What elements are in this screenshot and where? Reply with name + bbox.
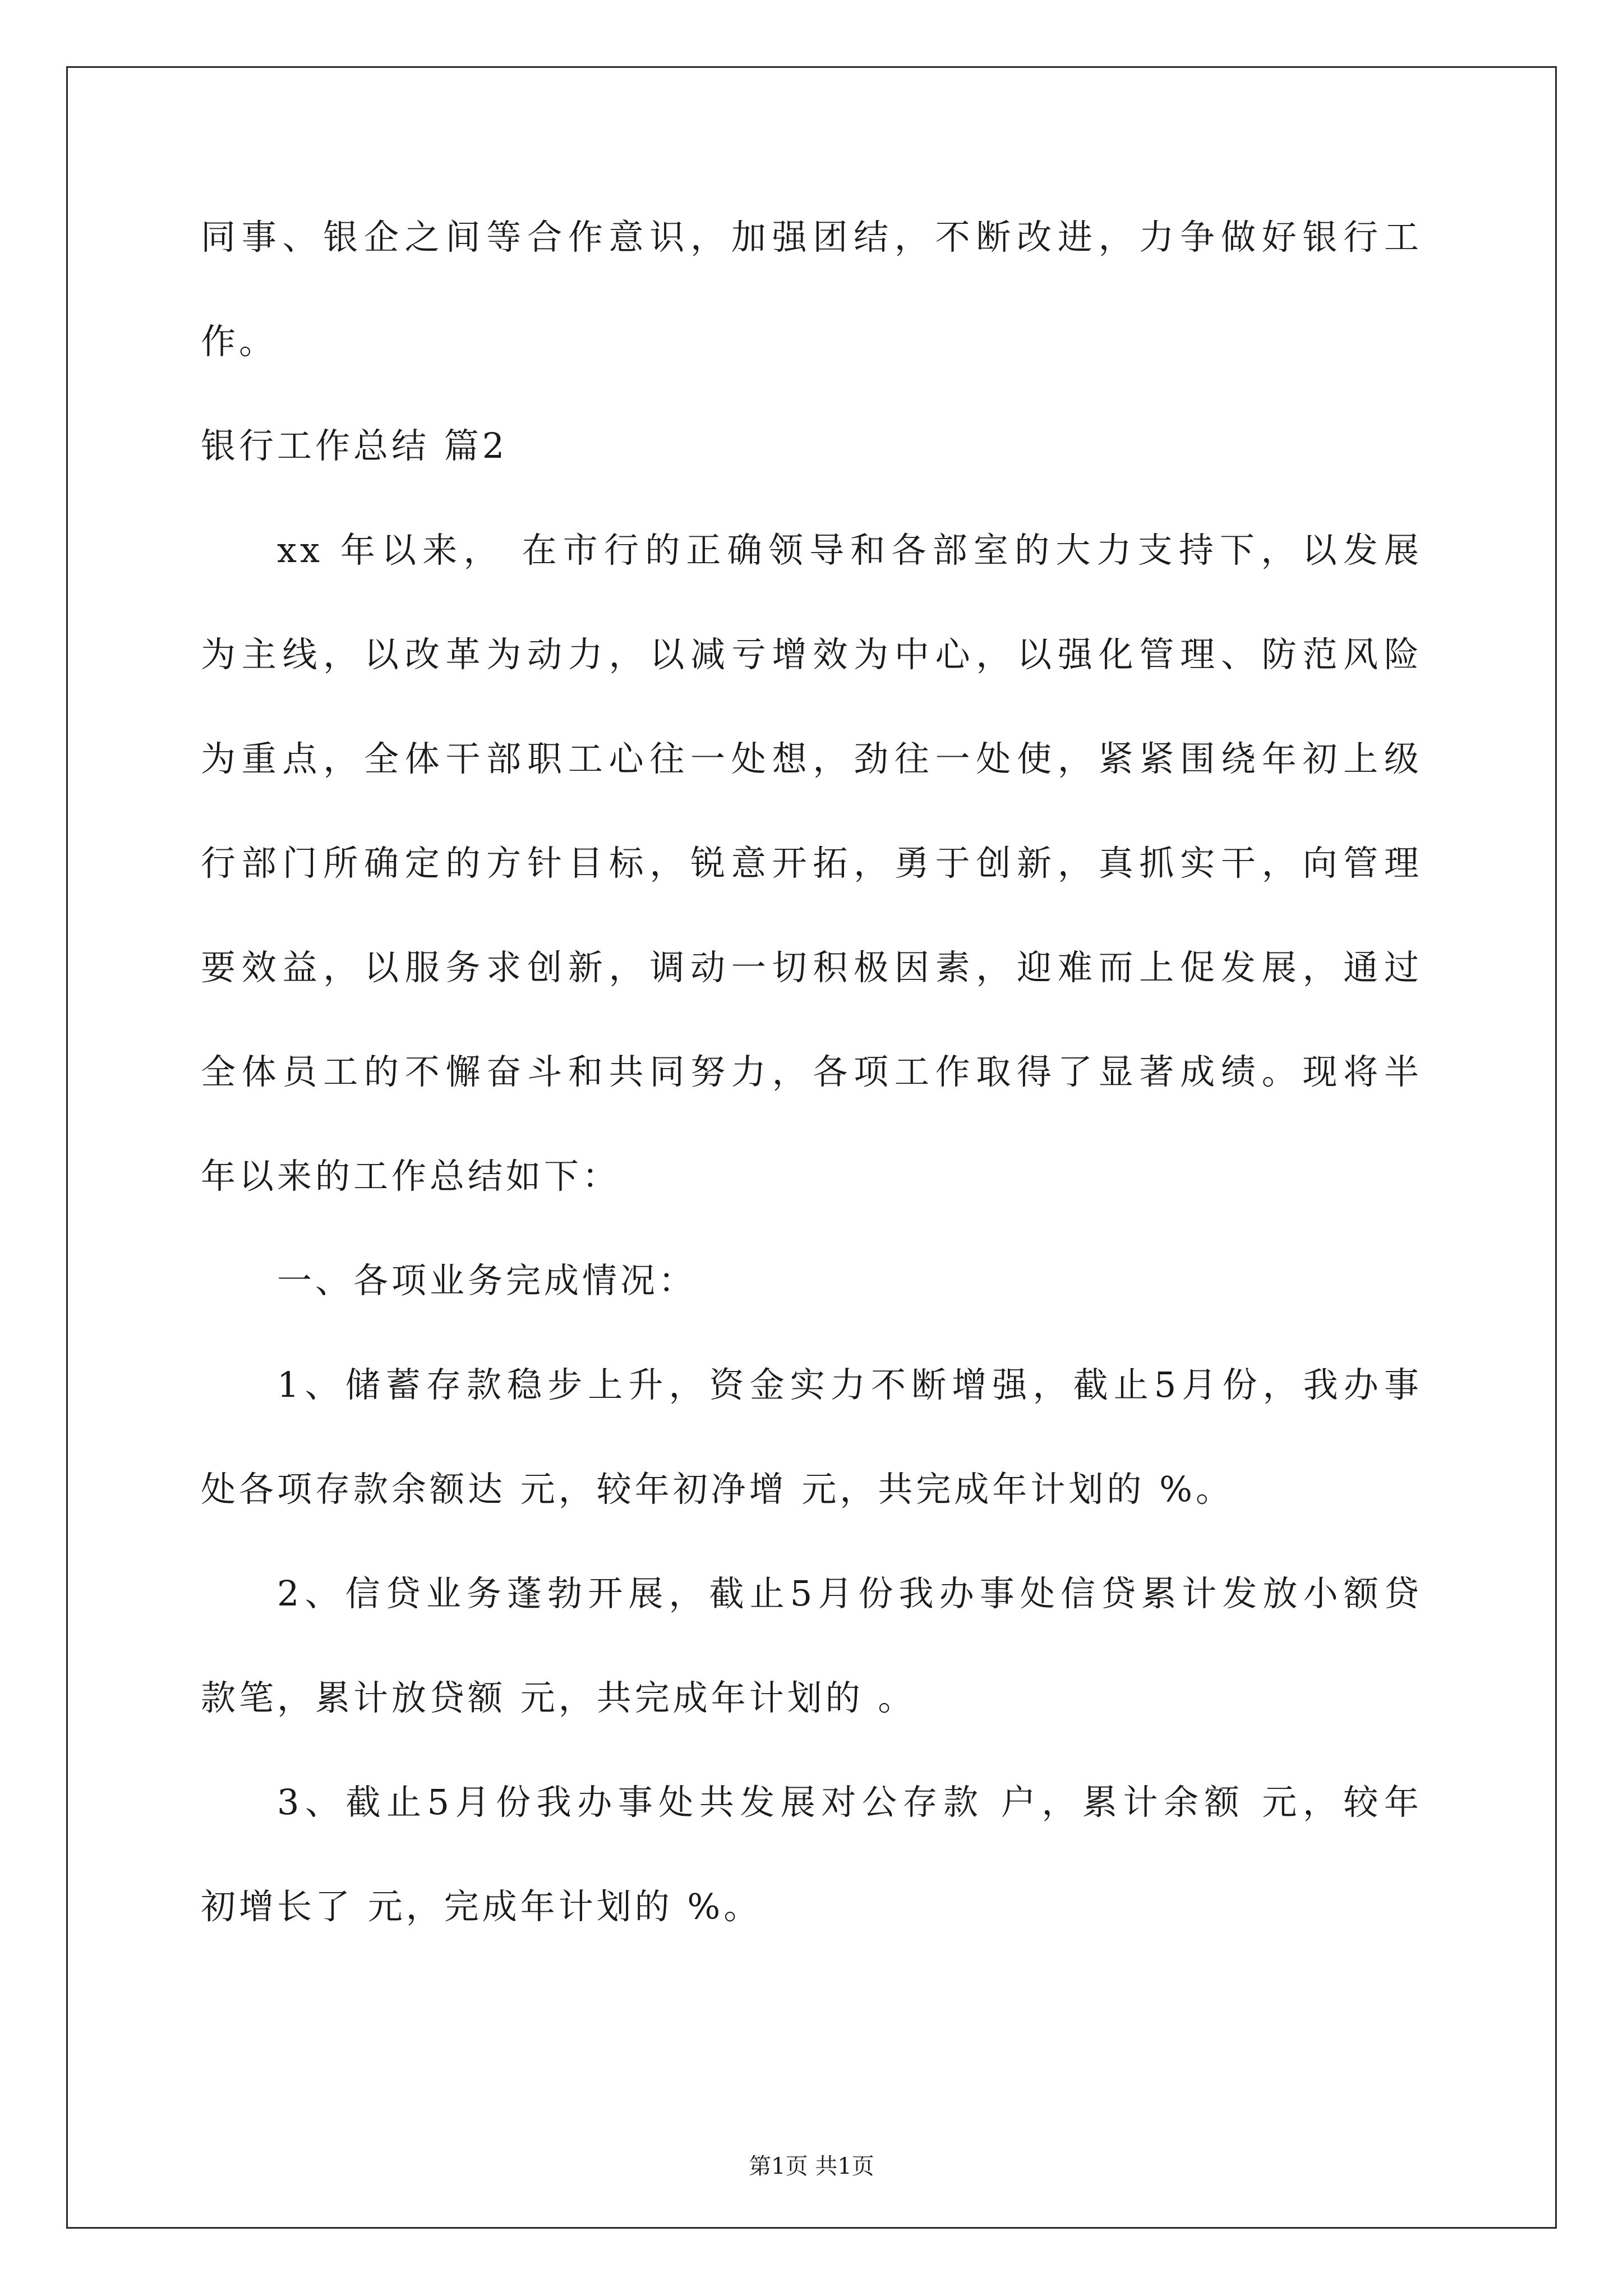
- text-line: 1、储蓄存款稳步上升，资金实力不断增强，截止5月份，我办事: [277, 1364, 1422, 1405]
- text-line: 3、截止5月份我办事处共发展对公存款 户，累计余额 元，较年: [277, 1782, 1422, 1823]
- text-line: 同事、银企之间等合作意识，加强团结，不断改进，力争做好银行工: [201, 217, 1422, 257]
- document-body: [201, 185, 1422, 1959]
- page-footer: 第1页 共1页: [749, 2154, 874, 2179]
- text-line: 年以来的工作总结如下：: [201, 1156, 621, 1197]
- text-line: 为主线，以改革为动力，以减亏增效为中心，以强化管理、防范风险: [201, 634, 1422, 675]
- text-line: 为重点，全体干部职工心往一处想，劲往一处使，紧紧围绕年初上级: [201, 738, 1422, 779]
- text-line: 2、信贷业务蓬勃开展，截止5月份我办事处信贷累计发放小额贷: [277, 1573, 1422, 1614]
- text-line: 作。: [201, 321, 278, 362]
- text-line: 处各项存款余额达 元，较年初净增 元，共完成年计划的 %。: [201, 1469, 1234, 1510]
- text-line: 款笔，累计放贷额 元，共完成年计划的 。: [201, 1677, 916, 1718]
- text-line: xx 年以来， 在市行的正确领导和各部室的大力支持下，以发展: [277, 530, 1422, 570]
- section-heading: 银行工作总结 篇2: [201, 425, 508, 466]
- text-line: 行部门所确定的方针目标，锐意开拓，勇于创新，真抓实干，向管理: [201, 843, 1422, 884]
- text-line: 要效益，以服务求创新，调动一切积极因素，迎难而上促发展，通过: [201, 947, 1422, 988]
- text-line: 全体员工的不懈奋斗和共同努力，各项工作取得了显著成绩。现将半: [201, 1051, 1422, 1092]
- text-line: 初增长了 元，完成年计划的 %。: [201, 1886, 762, 1927]
- subheading: 一、各项业务完成情况：: [277, 1260, 697, 1301]
